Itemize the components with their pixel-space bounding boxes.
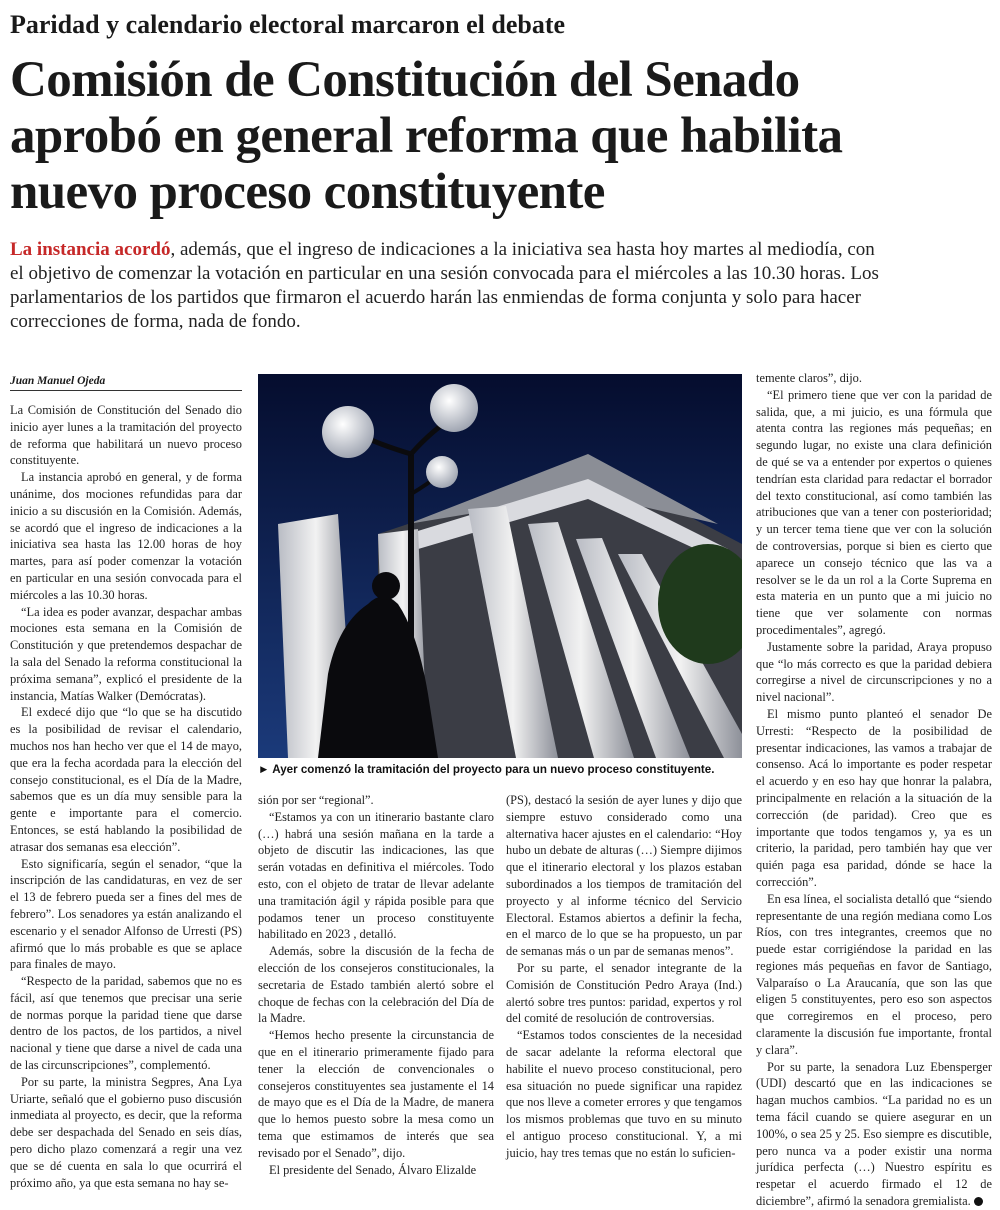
- headline-line-3: nuevo proceso constituyente: [10, 164, 605, 220]
- body-paragraph-final: [756, 1059, 992, 1210]
- body-paragraph: En esa línea, el socialista detalló que “siendo representante de una región mediana como Los Ríos, con tres integrantes, creemos que no puede estar corrigiéndose la paridad en las regiones más pequeñas en favor de Santiago, Valparaíso o La Araucanía, que son las que eligen 5 constituyentes, pero eso son aspectos que corregiremos en el proceso, pero claramente la discusión fue importante, frontal y clara”.: [756, 891, 992, 1057]
- body-paragraph: La instancia aprobó en general, y de forma unánime, dos mociones refundidas para dar inicio a su discusión en la Comisión. Además, se acordó que el ingreso de indicaciones a la iniciativa sea hasta las 12.00 horas de hoy martes, para así poder comenzar la votación en particular en una sesión convocada para el miércoles a las 10.30 horas.: [10, 470, 242, 602]
- body-paragraph: Por su parte, el senador integrante de la Comisión de Constitución Pedro Araya (Ind.) alertó sobre tres puntos: paridad, expertos y rol del comité de resolución de controversias.: [506, 960, 742, 1026]
- lead-line-4: correcciones de forma, nada de fondo.: [10, 311, 301, 332]
- lead-highlight: La instancia acordó: [10, 239, 171, 260]
- lead-line-3: parlamentarios de los partidos que firmaron el acuerdo harán las enmiendas de forma conjunta y solo para hacer: [10, 287, 861, 308]
- body-paragraph: “Hemos hecho presente la circunstancia de que en el itinerario primeramente fijado para tener la elección de convencionales o consejeros constituyentes sea justamente el 14 de mayo que es el Día de la Madre, de manera que lo hemos puesto sobre la mesa como un tema que estimamos de interés que sea revisado por el Senado”, dijo.: [258, 1028, 494, 1160]
- byline: Juan Manuel Ojeda: [10, 373, 242, 391]
- lead-line-1-text: , además, que el ingreso de indicaciones a la iniciativa sea hasta hoy martes al mediodía, con: [170, 239, 875, 260]
- body-paragraph: La Comisión de Constitución del Senado dio inicio ayer lunes a la tramitación del proyecto de reforma que habilitará un nuevo proceso constituyente.: [10, 403, 242, 468]
- lead-paragraph: [10, 238, 995, 334]
- body-paragraph: El mismo punto planteó el senador De Urresti: “Respecto de la posibilidad de presentar indicaciones, las vamos a trabajar de consenso. Acá lo importante es poder respetar el acuerdo y en eso hay que honrar la palabra, principalmente en relación a la situación de la corrección (de paridad). Creo que es importante que todos tengamos y, ya es un criterio, la paridad, pero también hay que ver quién paga esa paridad, dónde se hace la corrección”.: [756, 706, 992, 889]
- body-paragraph: sión por ser “regional”.: [258, 793, 374, 807]
- body-paragraph: temente claros”, dijo.: [756, 371, 862, 385]
- lead-line-1: [10, 238, 995, 262]
- body-paragraph: (PS), destacó la sesión de ayer lunes y dijo que siempre estuvo considerado como una alternativa hacer ajustes en el calendario: “Hoy hubo un debate de alturas (…) Siempre dijimos que el itinerario electoral y los plazos estaban subordinados a los tiempos de tramitación del proyecto y al informe técnico del Servicio Electoral. Estamos abiertos a definir la fecha, en el marco de lo que se ha propuesto, un par de semanas más o un par de semanas menos”.: [506, 793, 742, 959]
- end-of-article-icon: [974, 1197, 983, 1206]
- body-paragraph: Esto significaría, según el senador, “que la inscripción de las candidaturas, en vez de ser el 13 de febrero pueda ser a fines del mes de febrero”. Los senadores ya están analizando el escenario y el senador Alfonso de Urresti (PS) afirmó que lo más probable es que se aplace para finales de mayo.: [10, 856, 242, 972]
- body-paragraph: “El primero tiene que ver con la paridad de salida, que, a mi juicio, es una fórmula que atenta contra las regiones más pequeñas; en segundo lugar, no existe una clara definición de qué se va a entender por expertos o quienes tendrían esta claridad para redactar el borrador del texto constitucional, así como también las atribuciones que van a tener con posterioridad; y un tercer tema tiene que ver con la solución de controversias, porque si bien es cierto que aparece un consejo técnico que las va a resolver se le da un rol a la Corte Suprema en esta materia en un punto que a mi juicio no tiene que ver solamente con normas procedimentales”, agregó.: [756, 387, 992, 637]
- body-paragraph: Además, sobre la discusión de la fecha de elección de los consejeros constitucionales, la secretaria de Estado también alertó sobre el choque de fechas con la celebración del Día de la Madre.: [258, 944, 494, 1026]
- headline-line-1: Comisión de Constitución del Senado: [10, 52, 800, 108]
- body-paragraph: “Respecto de la paridad, sabemos que no es fácil, así que tenemos que precisar una serie de normas porque la paridad tiene que darse dentro de los pactos, de los partidos, a nivel nacional y tiene que darse a nivel de cada una de las circunscripciones”, complementó.: [10, 974, 242, 1073]
- body-column-2: [258, 792, 494, 1178]
- headline: [10, 52, 990, 220]
- body-paragraph: El exdecé dijo que “lo que se ha discutido es la posibilidad de revisar el calendario, muchos nos han hecho ver que el 14 de mayo, que era la fecha acordada para la elección del consejo constitucional, es el Día de la Madre, sabemos que es un día muy sensible para la gente e importante para el comercio. Entonces, se está hablando la posibilidad de atrasar dos semanas esa elección”.: [10, 705, 242, 854]
- body-paragraph: “La idea es poder avanzar, despachar ambas mociones esta semana en la Comisión de Constitución y que pretendemos despachar de la sala del Senado la reforma constitucional la próxima semana”, explicó el presidente de la instancia, Matías Walker (Demócratas).: [10, 604, 242, 703]
- body-paragraph: Justamente sobre la paridad, Araya propuso que “lo más correcto es que la paridad debiera corregirse a nivel de circunscripciones y no a nivel nacional”.: [756, 639, 992, 705]
- body-paragraph: El presidente del Senado, Álvaro Elizalde: [269, 1162, 477, 1177]
- final-paragraph-text: Por su parte, la senadora Luz Ebensperger (UDI) descartó que en las indicaciones se hagan muchos cambios. “La paridad no es un tema fácil cuando se quiere asegurar en un 100%, o sea 25 y 25. Eso siempre es discutible, pero nunca va a poder existir una norma jurídica perfecta (…) Nuestro espíritu es respetar el acuerdo firmado el 12 de diciembre”, afirmó la senadora gremialista.: [756, 1059, 992, 1209]
- senate-building-photo: [258, 374, 742, 758]
- lead-line-2: el objetivo de comenzar la votación en particular en una sesión convocada para el miércoles a las 10.30 horas. Los: [10, 263, 879, 284]
- body-column-1: [10, 402, 242, 1191]
- photo-illustration: [258, 374, 742, 758]
- body-column-4: [756, 370, 992, 1210]
- kicker: Paridad y calendario electoral marcaron el debate: [10, 10, 566, 39]
- photo-caption: ► Ayer comenzó la tramitación del proyecto para un nuevo proceso constituyente.: [258, 763, 715, 776]
- body-paragraph: Por su parte, la ministra Segpres, Ana Lya Uriarte, señaló que el gobierno puso discusión inmediata al proyecto, es decir, que la reforma debe ser despachada del Senado en seis días, pero dicho plazo comenzará a regir una vez que se dé cuenta en sala lo que ocurrirá el próximo año, ya que esta semana no hay se-: [10, 1074, 242, 1190]
- headline-line-2: aprobó en general reforma que habilita: [10, 108, 843, 164]
- body-column-3: [506, 792, 742, 1162]
- body-paragraph: “Estamos todos conscientes de la necesidad de sacar adelante la reforma electoral que habilite el nuevo proceso constitucional, pero esa situación no puede significar una rapidez que nos lleve a cometer errores y que tengamos los mismos problemas que tuvo en su minuto el antiguo proceso constitucional. Y, a mi juicio, hay tres temas que no están lo suficien-: [506, 1028, 742, 1160]
- body-paragraph: “Estamos ya con un itinerario bastante claro (…) habrá una sesión mañana en la tarde a objeto de discutir las indicaciones, las que serán votadas en definitiva el miércoles. Todo esto, con el objeto de tratar de llevar adelante una tramitación ágil y rápida posible para que podamos tener un proceso constituyente habilitado en 2023 , detalló.: [258, 809, 494, 942]
